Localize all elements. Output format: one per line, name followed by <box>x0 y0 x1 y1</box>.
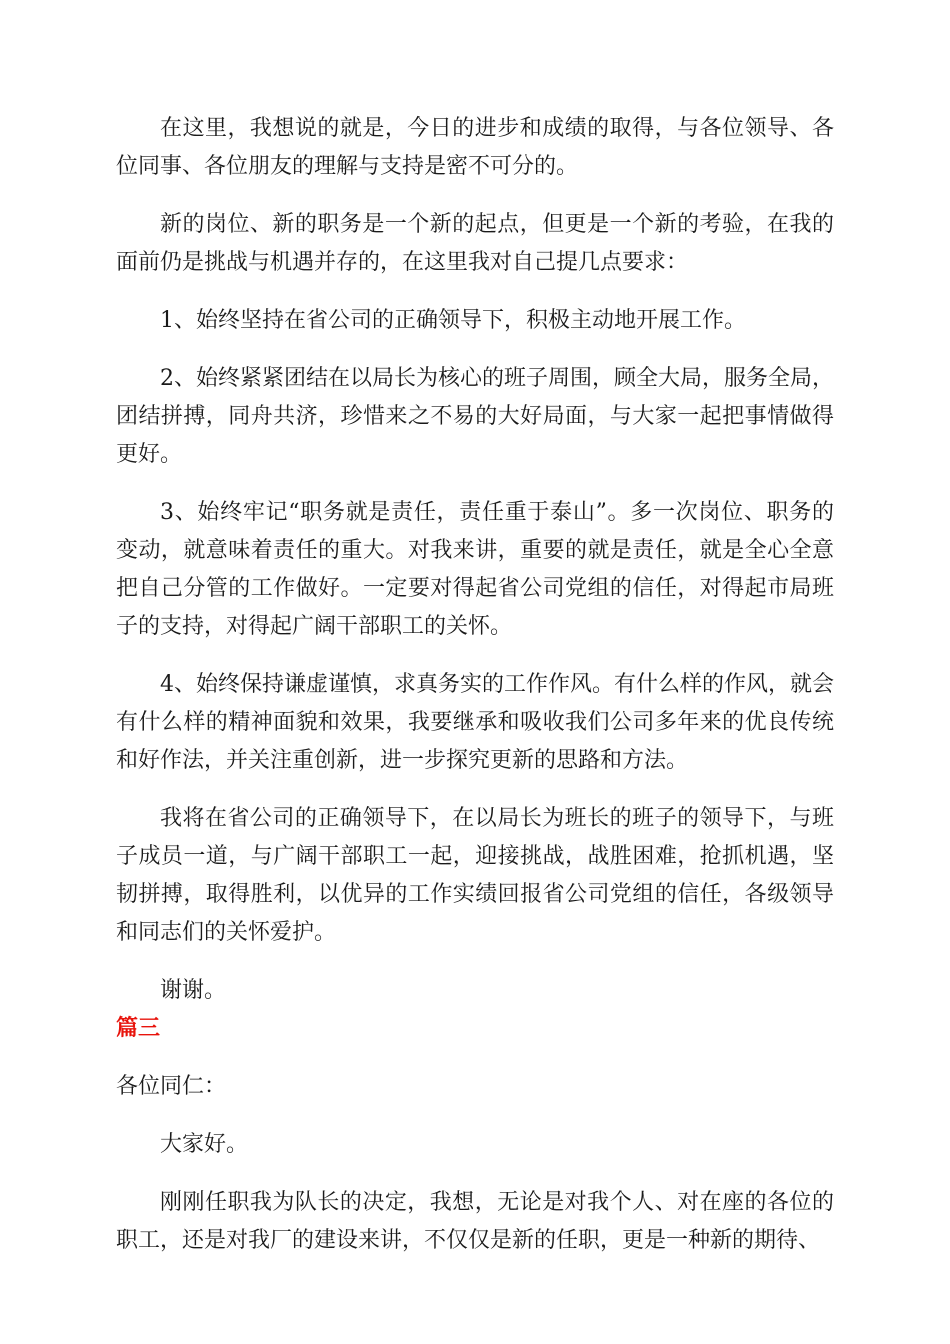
closing-thanks: 谢谢。 <box>160 978 227 1003</box>
list-item: 4、始终保持谦虚谨慎，求真务实的工作作风。有什么样的作风，就会有什么样的精神面貌和效果，我要继承和吸收我们公司多年来的优良传统和好作法，并关注重创新，进一步探究更新的思路和方法。 <box>116 672 834 773</box>
paragraph: 刚刚任职我为队长的决定，我想，无论是对我个人、对在座的各位的职工，还是对我厂的建设来讲，不仅仅是新的任职，更是一种新的期待、 <box>116 1190 834 1253</box>
greeting: 大家好。 <box>160 1132 249 1157</box>
list-item: 1、始终坚持在省公司的正确领导下，积极主动地开展工作。 <box>160 308 746 333</box>
document-page <box>116 110 834 1260</box>
section-title: 篇三 <box>116 1016 161 1041</box>
salutation: 各位同仁： <box>116 1074 227 1099</box>
paragraph: 新的岗位、新的职务是一个新的起点，但更是一个新的考验，在我的面前仍是挑战与机遇并存的，在这里我对自己提几点要求： <box>116 212 834 275</box>
list-item: 2、始终紧紧团结在以局长为核心的班子周围，顾全大局，服务全局，团结拼搏，同舟共济，珍惜来之不易的大好局面，与大家一起把事情做得更好。 <box>116 366 834 467</box>
paragraph: 在这里，我想说的就是，今日的进步和成绩的取得，与各位领导、各位同事、各位朋友的理解与支持是密不可分的。 <box>116 116 834 179</box>
paragraph: 我将在省公司的正确领导下，在以局长为班长的班子的领导下，与班子成员一道，与广阔干部职工一起，迎接挑战，战胜困难，抢抓机遇，坚韧拼搏，取得胜利，以优异的工作实绩回报省公司党组的信任，各级领导和同志们的关怀爱护。 <box>116 806 834 945</box>
list-item: 3、始终牢记“职务就是责任，责任重于泰山”。多一次岗位、职务的变动，就意味着责任的重大。对我来讲，重要的就是责任，就是全心全意把自己分管的工作做好。一定要对得起省公司党组的信任，对得起市局班子的支持，对得起广阔干部职工的关怀。 <box>116 500 834 639</box>
